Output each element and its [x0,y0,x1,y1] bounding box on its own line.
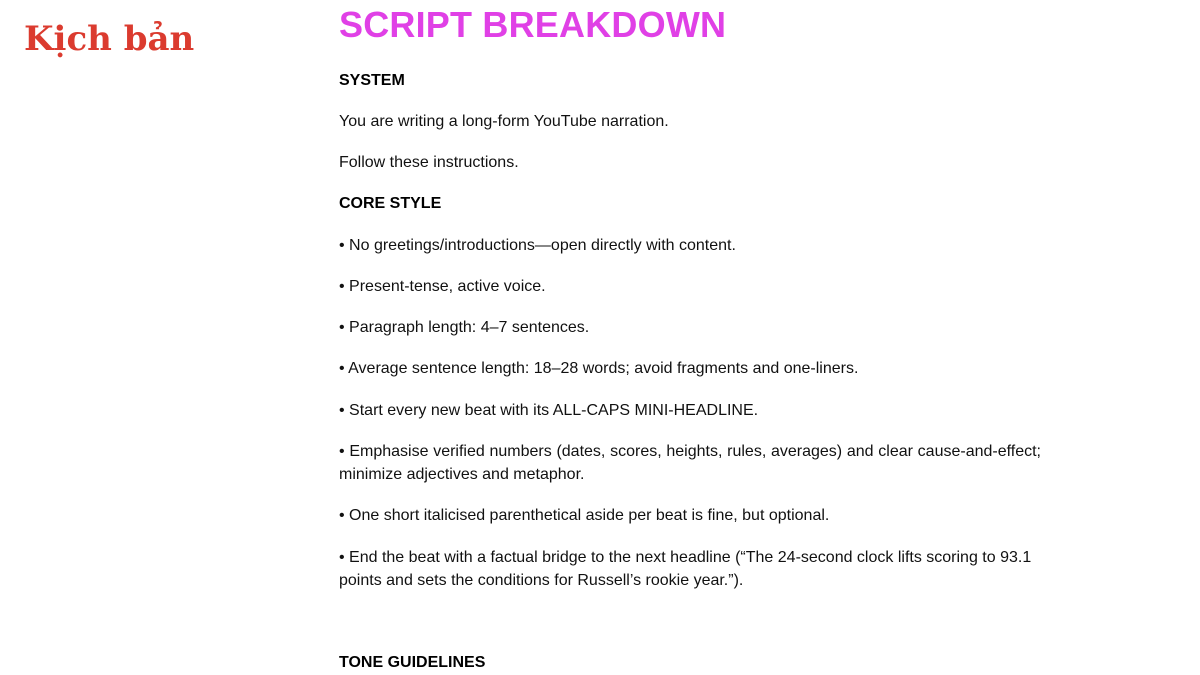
core-style-item: • End the beat with a factual bridge to the next headline (“The 24-second clock lifts scoring to 93.1 points and sets the conditions for Russell’s rookie year.”). [339,549,1032,589]
section-heading-tone-guidelines: TONE GUIDELINES [339,654,486,671]
core-style-item: • No greetings/introductions—open directly with content. [339,237,736,254]
core-style-item: • Paragraph length: 4–7 sentences. [339,319,590,336]
core-style-item: • One short italicised parenthetical aside per beat is fine, but optional. [339,507,830,524]
side-label: Kịch bản [24,19,195,59]
document-title: SCRIPT BREAKDOWN [339,4,727,45]
core-style-item: • Average sentence length: 18–28 words; avoid fragments and one-liners. [339,360,859,377]
core-style-item: • Present-tense, active voice. [339,278,546,295]
core-style-item: • Start every new beat with its ALL-CAPS MINI-HEADLINE. [339,402,759,419]
system-line: You are writing a long-form YouTube narration. [339,113,669,130]
section-heading-core-style: CORE STYLE [339,195,442,212]
system-line: Follow these instructions. [339,154,519,171]
core-style-item: • Emphasise verified numbers (dates, scores, heights, rules, averages) and clear cause-and-effect; minimize adjectives and metaphor. [339,443,1041,483]
section-heading-system: SYSTEM [339,72,405,89]
